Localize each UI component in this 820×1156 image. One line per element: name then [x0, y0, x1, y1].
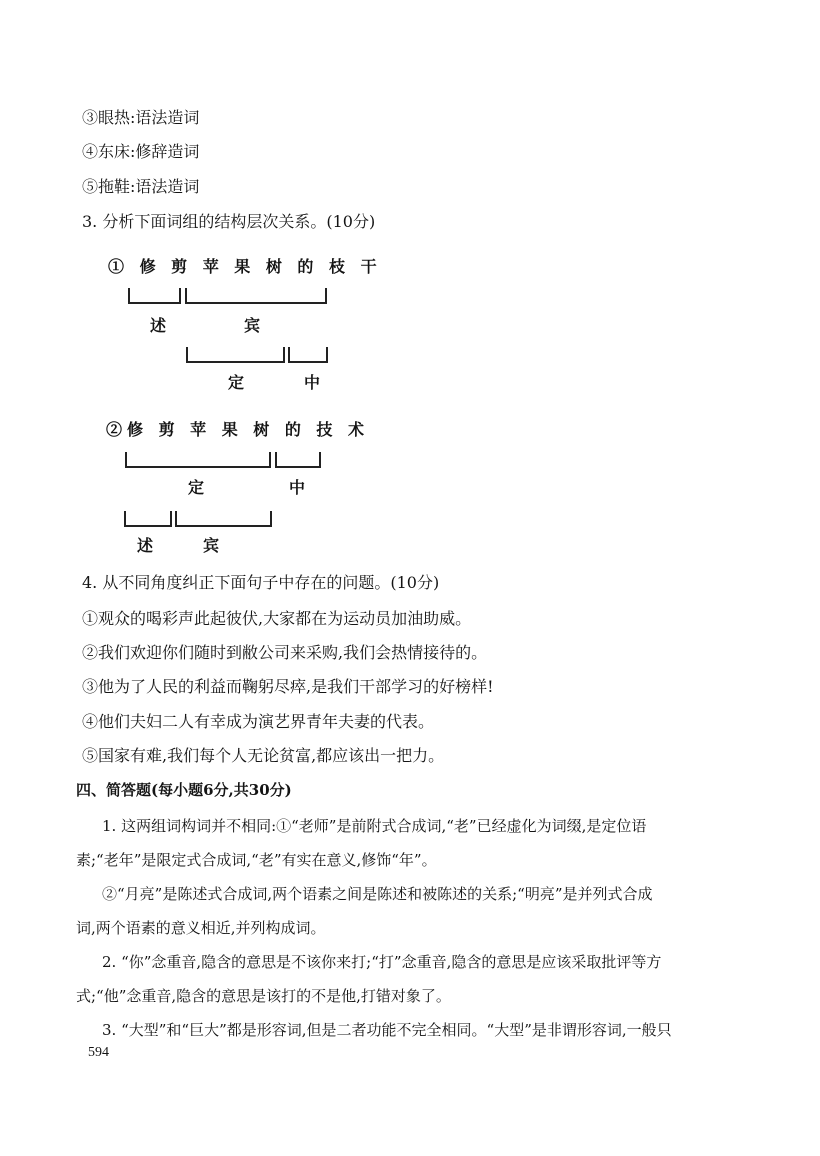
answer-1-line-4: 词,两个语素的意义相近,并列构成词。 [76, 919, 326, 937]
label-1-ding: 定 [228, 373, 245, 392]
bracket-2b [275, 452, 321, 468]
sentence-5: ⑤国家有难,我们每个人无论贫富,都应该出一把力。 [82, 746, 445, 765]
answer-3-line-1: 3. “大型”和“巨大”都是形容词,但是二者功能不完全相同。“大型”是非谓形容词,一般只 [102, 1021, 672, 1039]
label-1-shu: 述 [150, 316, 167, 335]
bracket-1a [128, 288, 181, 304]
sentence-1: ①观众的喝彩声此起彼伏,大家都在为运动员加油助威。 [82, 609, 472, 628]
answer-2-line-1: 2. “你”念重音,隐含的意思是不该你来打;“打”念重音,隐含的意思是应该采取批评等方 [102, 953, 662, 971]
sentence-2: ②我们欢迎你们随时到敝公司来采购,我们会热情接待的。 [82, 643, 488, 662]
label-1-zhong: 中 [304, 373, 321, 392]
answer-2-line-2: 式;“他”念重音,隐含的意思是该打的不是他,打错对象了。 [76, 987, 451, 1005]
label-1-bin: 宾 [244, 316, 261, 335]
answer-item-4: ④东床:修辞造词 [82, 142, 200, 161]
answer-item-5: ⑤拖鞋:语法造词 [82, 177, 200, 196]
label-2-zhong: 中 [289, 478, 306, 497]
bracket-1c [186, 347, 285, 363]
question-4-heading: 4. 从不同角度纠正下面句子中存在的问题。(10分) [82, 573, 440, 592]
bracket-2c [124, 511, 172, 527]
bracket-1d [288, 347, 328, 363]
label-2-bin: 宾 [203, 536, 220, 555]
bracket-2d [175, 511, 272, 527]
answer-1-line-1: 1. 这两组词构词并不相同:①“老师”是前附式合成词,“老”已经虚化为词缀,是定位语 [102, 817, 647, 835]
sentence-4: ④他们夫妇二人有幸成为演艺界青年夫妻的代表。 [82, 712, 435, 731]
sentence-3: ③他为了人民的利益而鞠躬尽瘁,是我们干部学习的好榜样! [82, 677, 494, 696]
phrase-1: ① 修 剪 苹 果 树 的 枝 干 [108, 257, 382, 276]
section-4-heading: 四、简答题(每小题6分,共30分) [76, 781, 292, 799]
page-number: 594 [88, 1045, 109, 1060]
label-2-ding: 定 [188, 478, 205, 497]
bracket-2a [125, 452, 271, 468]
phrase-2: ②修 剪 苹 果 树 的 技 术 [106, 420, 369, 439]
bracket-1b [185, 288, 327, 304]
answer-item-3: ③眼热:语法造词 [82, 108, 200, 127]
question-3-heading: 3. 分析下面词组的结构层次关系。(10分) [82, 212, 376, 231]
answer-1-line-2: 素;“老年”是限定式合成词,“老”有实在意义,修饰“年”。 [76, 851, 437, 869]
answer-1-line-3: ②“月亮”是陈述式合成词,两个语素之间是陈述和被陈述的关系;“明亮”是并列式合成 [102, 885, 653, 903]
label-2-shu: 述 [137, 536, 154, 555]
